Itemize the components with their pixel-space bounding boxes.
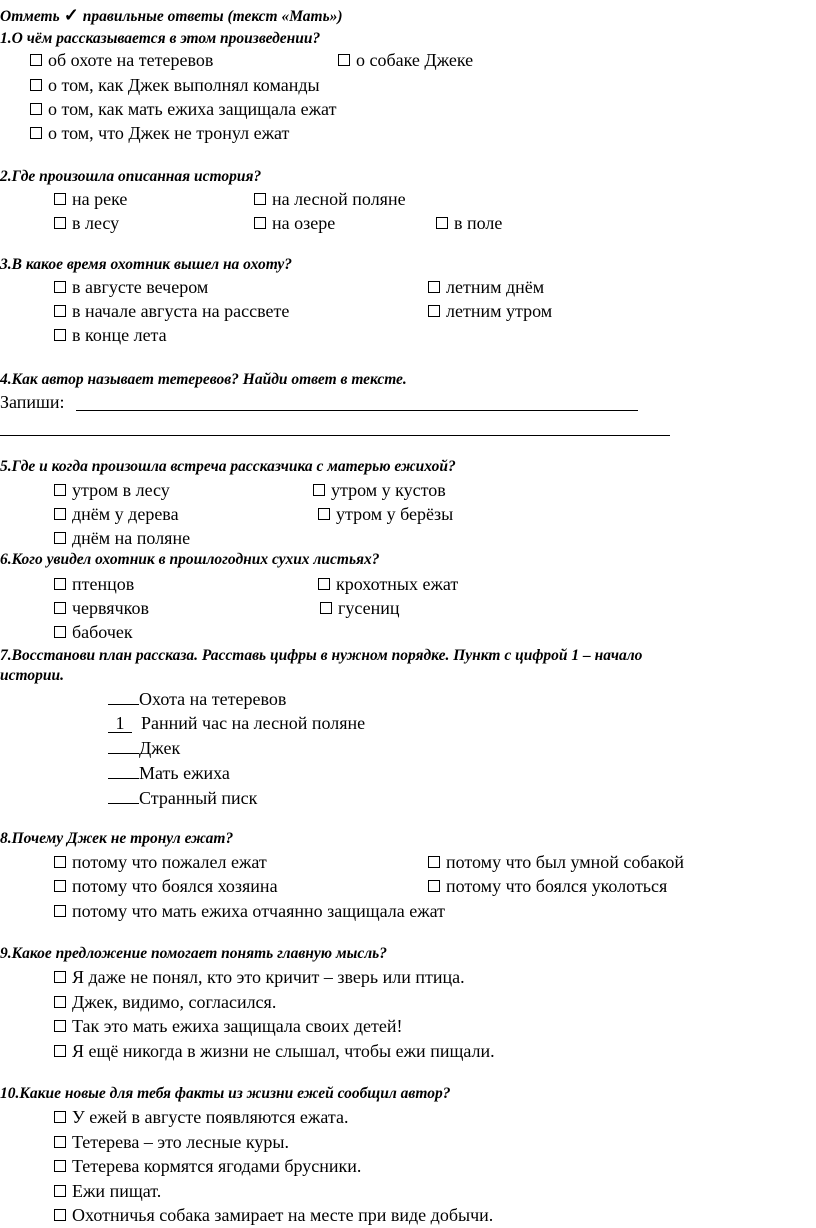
question-1-title: 1.О чём рассказывается в этом произведении?	[0, 30, 321, 47]
option-label: летним утром	[446, 301, 553, 321]
checkbox-icon[interactable]	[54, 532, 66, 544]
option-label: в конце лета	[72, 325, 167, 345]
option-label: птенцов	[72, 574, 135, 594]
option-label: гусениц	[338, 598, 400, 618]
q5-option-2[interactable]	[313, 479, 446, 501]
number-blank[interactable]	[108, 786, 139, 804]
checkbox-icon[interactable]	[54, 602, 66, 614]
plan-item-3[interactable]	[108, 736, 180, 759]
checkbox-icon[interactable]	[428, 880, 440, 892]
option-label: на реке	[72, 189, 128, 209]
option-label: потому что пожалел ежат	[72, 852, 267, 872]
checkbox-icon[interactable]	[54, 508, 66, 520]
option-label: потому что боялся уколоться	[446, 876, 668, 896]
question-8-title: 8.Почему Джек не тронул ежат?	[0, 830, 234, 847]
header-instruction: правильные ответы (текст «Мать»)	[82, 8, 343, 25]
checkbox-icon[interactable]	[254, 193, 266, 205]
option-label: потому что боялся хозяина	[72, 876, 278, 896]
option-label: на озере	[272, 213, 336, 233]
question-7-title: 7.Восстанови план рассказа. Расставь цифры в нужном порядке. Пункт с цифрой 1 – начало	[0, 647, 643, 664]
q2-option-5[interactable]	[436, 212, 502, 234]
question-5-title: 5.Где и когда произошла встреча рассказчика с матерью ежихой?	[0, 458, 456, 475]
checkbox-icon[interactable]	[30, 103, 42, 115]
question-9-title: 9.Какое предложение помогает понять главную мысль?	[0, 945, 388, 962]
q8-option-3[interactable]	[54, 875, 278, 897]
checkbox-icon[interactable]	[54, 971, 66, 983]
q10-option-5[interactable]	[54, 1204, 493, 1226]
q8-option-4[interactable]	[428, 875, 667, 897]
checkbox-icon[interactable]	[54, 996, 66, 1008]
q6-option-3[interactable]	[54, 597, 149, 619]
checkbox-icon[interactable]	[30, 127, 42, 139]
write-label: Запиши:	[0, 392, 65, 412]
checkbox-icon[interactable]	[428, 856, 440, 868]
option-label: в начале августа на рассвете	[72, 301, 290, 321]
checkbox-icon[interactable]	[54, 1209, 66, 1221]
option-label: утром в лесу	[72, 480, 170, 500]
q9-option-1[interactable]	[54, 966, 465, 988]
number-blank[interactable]	[108, 687, 139, 705]
q5-option-3[interactable]	[54, 503, 179, 525]
option-label: Тетерева кормятся ягодами брусники.	[72, 1156, 362, 1176]
option-label: Охотничья собака замирает на месте при виде добычи.	[72, 1205, 494, 1225]
q6-option-5[interactable]	[54, 621, 133, 643]
checkbox-icon[interactable]	[54, 626, 66, 638]
q2-option-3[interactable]	[54, 212, 119, 234]
checkbox-icon[interactable]	[54, 484, 66, 496]
q10-option-4[interactable]	[54, 1180, 161, 1202]
question-7-title-cont: истории.	[0, 667, 64, 684]
option-label: об охоте на тетеревов	[48, 50, 214, 70]
q9-option-2[interactable]	[54, 991, 276, 1013]
checkbox-icon[interactable]	[54, 905, 66, 917]
q1-option-3[interactable]	[30, 74, 320, 96]
q2-option-2[interactable]	[254, 188, 406, 210]
checkbox-icon[interactable]	[54, 281, 66, 293]
checkbox-icon[interactable]	[54, 1185, 66, 1197]
option-label: утром у кустов	[331, 480, 446, 500]
question-4-title: 4.Как автор называет тетеревов? Найди ответ в тексте.	[0, 371, 407, 388]
plan-item-5[interactable]	[108, 786, 257, 809]
option-label: Тетерева – это лесные куры.	[72, 1132, 289, 1152]
checkbox-icon[interactable]	[254, 217, 266, 229]
q3-option-4[interactable]	[428, 300, 552, 322]
checkbox-icon[interactable]	[54, 578, 66, 590]
plan-item-1[interactable]	[108, 687, 286, 710]
q5-option-1[interactable]	[54, 479, 170, 501]
answer-line-1[interactable]	[76, 410, 638, 411]
q5-option-5[interactable]	[54, 527, 190, 549]
option-label: о том, что Джек не тронул ежат	[48, 123, 290, 143]
option-label: У ежей в августе появляются ежата.	[72, 1107, 349, 1127]
q2-option-4[interactable]	[254, 212, 335, 234]
option-label: о том, как Джек выполнял команды	[48, 75, 320, 95]
option-label: в лесу	[72, 213, 120, 233]
option-label: потому что мать ежиха отчаянно защищала ежат	[72, 901, 446, 921]
plan-item-label: Джек	[139, 738, 181, 758]
q8-option-5[interactable]	[54, 900, 445, 922]
check-mark-icon: ✓	[63, 5, 79, 25]
option-label: в поле	[454, 213, 503, 233]
q1-option-2[interactable]	[338, 49, 473, 71]
checkbox-icon[interactable]	[54, 1136, 66, 1148]
checkbox-icon[interactable]	[54, 1111, 66, 1123]
option-label: потому что был умной собакой	[446, 852, 685, 872]
checkbox-icon[interactable]	[338, 54, 350, 66]
checkbox-icon[interactable]	[313, 484, 325, 496]
answer-line-2[interactable]	[0, 435, 670, 436]
checkbox-icon[interactable]	[54, 305, 66, 317]
q8-option-2[interactable]	[428, 851, 684, 873]
option-label: утром у берёзы	[336, 504, 454, 524]
checkbox-icon[interactable]	[54, 880, 66, 892]
plan-item-label: Странный писк	[139, 788, 258, 808]
question-2-title: 2.Где произошла описанная история?	[0, 168, 262, 185]
q6-option-4[interactable]	[320, 597, 399, 619]
checkbox-icon[interactable]	[54, 1020, 66, 1032]
q10-option-3[interactable]	[54, 1155, 361, 1177]
plan-item-label: Охота на тетеревов	[139, 689, 287, 709]
worksheet-header	[0, 6, 343, 26]
option-label: бабочек	[72, 622, 133, 642]
number-blank[interactable]	[108, 736, 139, 754]
option-label: Я ещё никогда в жизни не слышал, чтобы ежи пищали.	[72, 1041, 495, 1061]
q3-option-5[interactable]	[54, 324, 167, 346]
q3-option-1[interactable]	[54, 276, 208, 298]
plan-item-label: Мать ежиха	[139, 763, 230, 783]
checkbox-icon[interactable]	[428, 305, 440, 317]
number-blank-filled[interactable]: 1	[108, 714, 132, 733]
q6-option-2[interactable]	[318, 573, 458, 595]
checkbox-icon[interactable]	[318, 508, 330, 520]
q9-option-4[interactable]	[54, 1040, 495, 1062]
q10-option-1[interactable]	[54, 1106, 348, 1128]
checkbox-icon[interactable]	[54, 329, 66, 341]
option-label: в августе вечером	[72, 277, 209, 297]
option-label: Так это мать ежиха защищала своих детей!	[72, 1016, 403, 1036]
checkbox-icon[interactable]	[54, 1045, 66, 1057]
checkbox-icon[interactable]	[320, 602, 332, 614]
q9-option-3[interactable]	[54, 1015, 403, 1037]
option-label: о том, как мать ежиха защищала ежат	[48, 99, 337, 119]
option-label: днём на поляне	[72, 528, 191, 548]
question-3-title: 3.В какое время охотник вышел на охоту?	[0, 256, 293, 273]
option-label: о собаке Джеке	[356, 50, 474, 70]
option-label: Я даже не понял, кто это кричит – зверь или птица.	[72, 967, 465, 987]
question-6-title: 6.Кого увидел охотник в прошлогодних сухих листьях?	[0, 551, 380, 568]
q5-option-4[interactable]	[318, 503, 453, 525]
q1-option-4[interactable]	[30, 98, 336, 120]
checkbox-icon[interactable]	[54, 217, 66, 229]
q1-option-5[interactable]	[30, 122, 289, 144]
header-intro: Отметь	[0, 8, 60, 25]
option-label: Ежи пищат.	[72, 1181, 162, 1201]
checkbox-icon[interactable]	[54, 856, 66, 868]
plan-item-2[interactable]	[108, 712, 365, 734]
q2-option-1[interactable]	[54, 188, 127, 210]
q6-option-1[interactable]	[54, 573, 134, 595]
option-label: крохотных ежат	[336, 574, 459, 594]
checkbox-icon[interactable]	[30, 79, 42, 91]
option-label: на лесной поляне	[272, 189, 406, 209]
checkbox-icon[interactable]	[54, 193, 66, 205]
checkbox-icon[interactable]	[54, 1160, 66, 1172]
option-label: червячков	[72, 598, 149, 618]
checkbox-icon[interactable]	[428, 281, 440, 293]
q3-option-2[interactable]	[428, 276, 544, 298]
number-blank[interactable]	[108, 761, 139, 779]
checkbox-icon[interactable]	[318, 578, 330, 590]
q8-option-1[interactable]	[54, 851, 267, 873]
q3-option-3[interactable]	[54, 300, 289, 322]
q10-option-2[interactable]	[54, 1131, 289, 1153]
plan-item-label: Ранний час на лесной поляне	[141, 713, 366, 733]
plan-item-4[interactable]	[108, 761, 230, 784]
checkbox-icon[interactable]	[436, 217, 448, 229]
question-10-title: 10.Какие новые для тебя факты из жизни ежей сообщил автор?	[0, 1085, 451, 1102]
checkbox-icon[interactable]	[30, 54, 42, 66]
q1-option-1[interactable]	[30, 49, 213, 71]
option-label: летним днём	[446, 277, 545, 297]
option-label: днём у дерева	[72, 504, 179, 524]
option-label: Джек, видимо, согласился.	[72, 992, 277, 1012]
